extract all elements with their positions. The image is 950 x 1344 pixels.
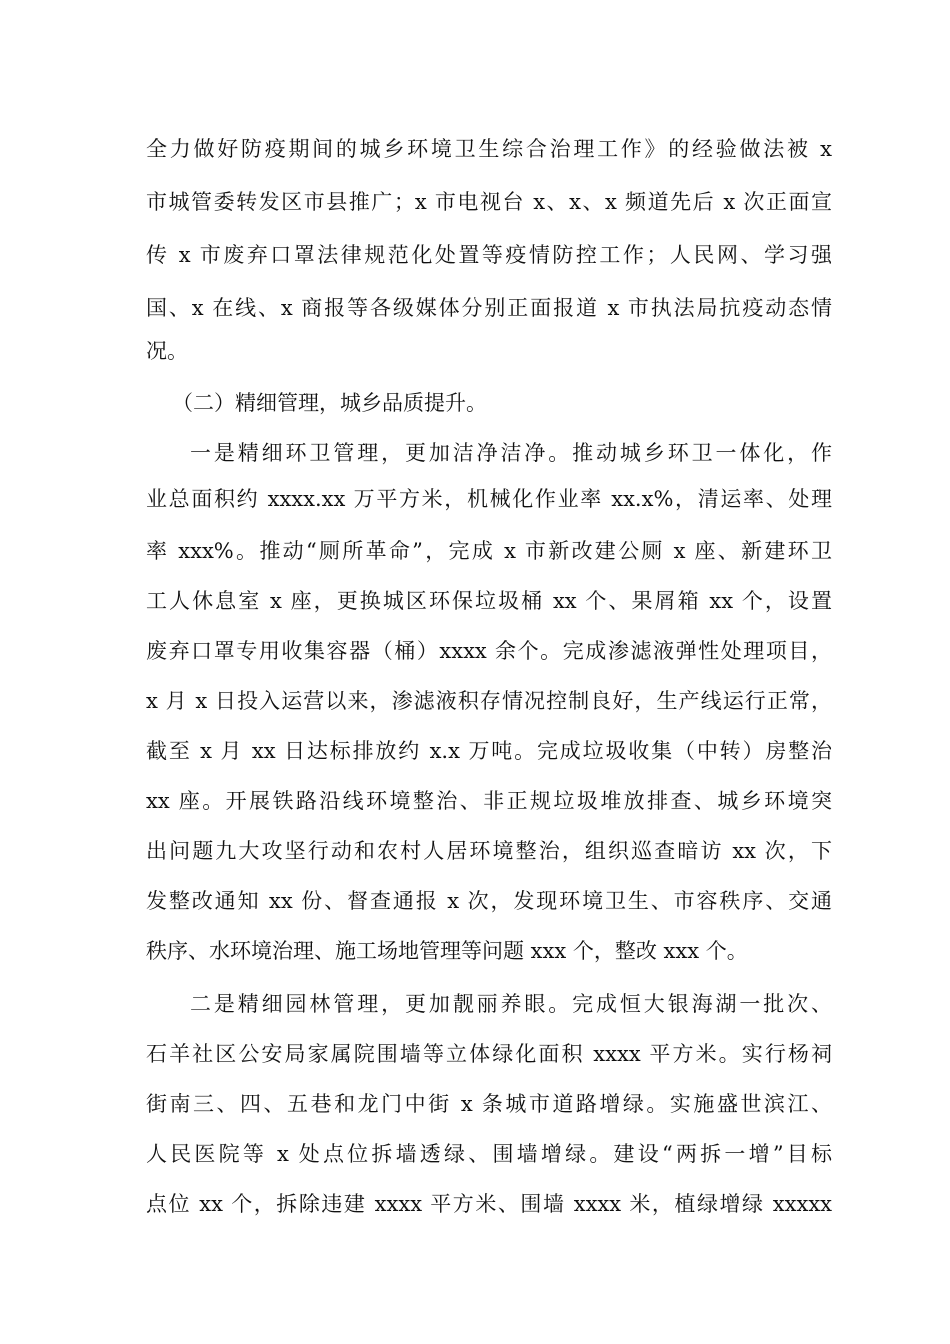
paragraph-line: 市城管委转发区市县推广；x 市电视台 x、x、x 频道先后 x 次正面宣 — [146, 190, 832, 214]
paragraph-line: 传 x 市废弃口罩法律规范化处置等疫情防控工作；人民网、学习强 — [146, 243, 832, 267]
paragraph-line: 国、x 在线、x 商报等各级媒体分别正面报道 x 市执法局抗疫动态情 — [146, 296, 832, 320]
paragraph-line: 一是精细环卫管理，更加洁净洁净。推动城乡环卫一体化，作 — [190, 441, 832, 465]
paragraph-line: 况。 — [146, 339, 188, 363]
paragraph-line: 截至 x 月 xx 日达标排放约 x.x 万吨。完成垃圾收集（中转）房整治 — [146, 739, 832, 763]
paragraph-line: 街南三、四、五巷和龙门中街 x 条城市道路增绿。实施盛世滨江、 — [146, 1092, 832, 1116]
paragraph-line: 工人休息室 x 座，更换城区环保垃圾桶 xx 个、果屑箱 xx 个，设置 — [146, 589, 832, 613]
paragraph-line: 出问题九大攻坚行动和农村人居环境整治，组织巡查暗访 xx 次，下 — [146, 839, 832, 863]
paragraph-line: 秩序、水环境治理、施工场地管理等问题 xxx 个，整改 xxx 个。 — [146, 939, 748, 963]
paragraph-line: 二是精细园林管理，更加靓丽养眼。完成恒大银海湖一批次、 — [190, 992, 832, 1016]
paragraph-line: 石羊社区公安局家属院围墙等立体绿化面积 xxxx 平方米。实行杨祠 — [146, 1042, 832, 1066]
paragraph-line: xx 座。开展铁路沿线环境整治、非正规垃圾堆放排查、城乡环境突 — [146, 789, 832, 813]
paragraph-line: 废弃口罩专用收集容器（桶）xxxx 余个。完成渗滤液弹性处理项目， — [146, 639, 832, 663]
paragraph-line: 点位 xx 个，拆除违建 xxxx 平方米、围墙 xxxx 米，植绿增绿 xxxxx — [146, 1192, 832, 1216]
paragraph-line: 率 xxx%。推动“厕所革命”，完成 x 市新改建公厕 x 座、新建环卫 — [146, 539, 832, 563]
section-heading: （二）精细管理，城乡品质提升。 — [172, 391, 487, 415]
paragraph-line: 全力做好防疫期间的城乡环境卫生综合治理工作》的经验做法被 x — [146, 137, 832, 161]
paragraph-line: 发整改通知 xx 份、督查通报 x 次，发现环境卫生、市容秩序、交通 — [146, 889, 832, 913]
paragraph-line: 业总面积约 xxxx.xx 万平方米，机械化作业率 xx.x%，清运率、处理 — [146, 487, 832, 511]
paragraph-line: 人民医院等 x 处点位拆墙透绿、围墙增绿。建设“两拆一增”目标 — [146, 1142, 832, 1166]
paragraph-line: x 月 x 日投入运营以来，渗滤液积存情况控制良好，生产线运行正常， — [146, 689, 832, 713]
